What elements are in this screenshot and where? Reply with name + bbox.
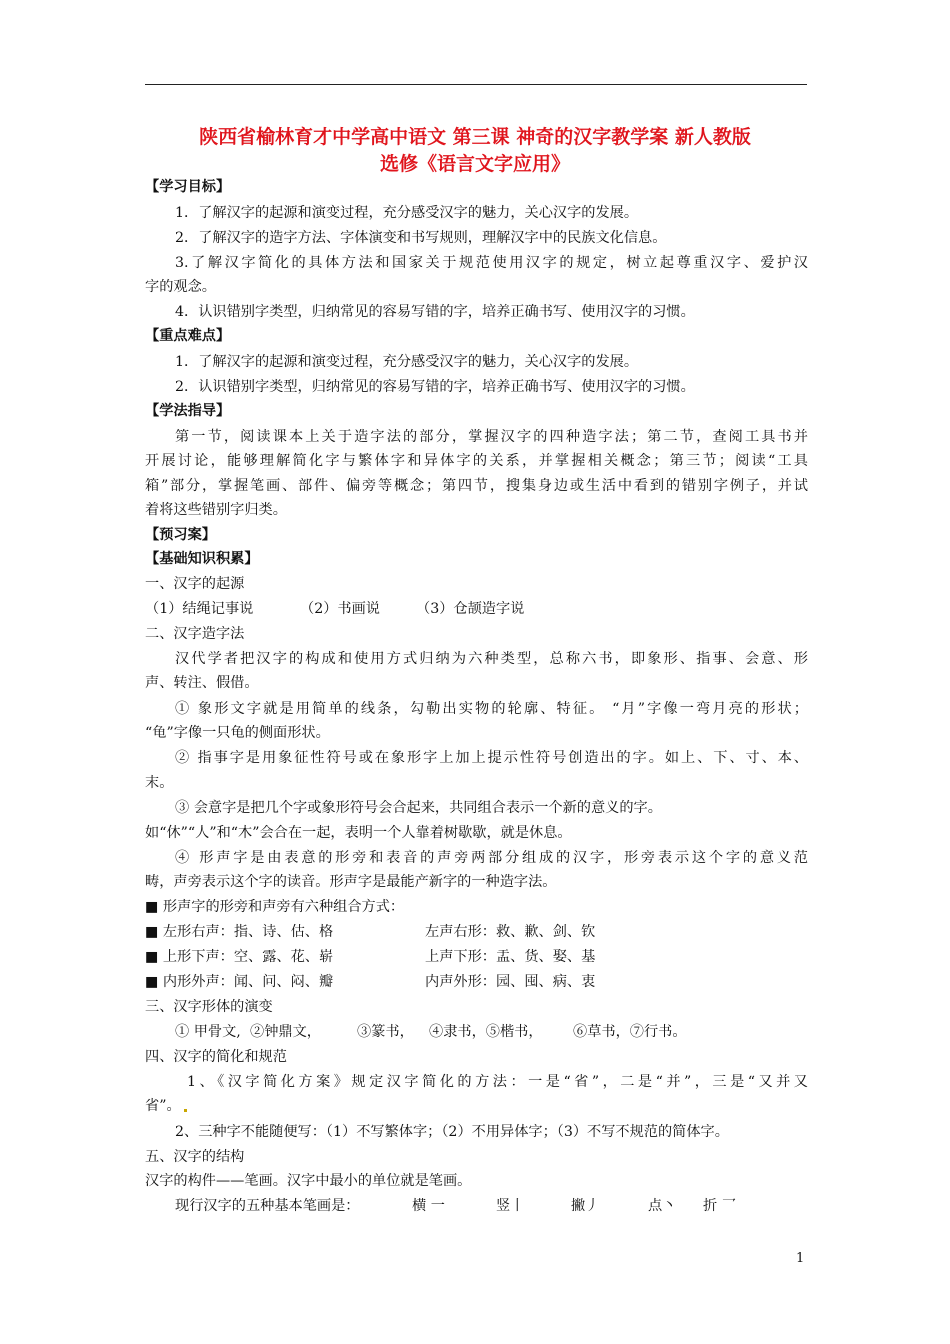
combo-right: 内声外形：园、囤、病、衷 — [425, 974, 596, 990]
combo-right: 上声下形：盂、货、娶、基 — [425, 949, 596, 965]
combo-row — [145, 973, 596, 991]
stroke-heng: 横 一 — [412, 1198, 445, 1214]
key-heading: 【重点难点】 — [145, 328, 231, 344]
phonetic-text: 畴，声旁表示这个字的读音。形声字是最能产新字的一种造字法。 — [145, 874, 557, 890]
strokes-intro: 现行汉字的五种基本笔画是： — [175, 1198, 360, 1214]
method-line: 第一节，阅读课本上关于造字法的部分，掌握汉字的四种造字法；第二节，查阅工具书并 — [175, 429, 808, 445]
page-number: 1 — [796, 1251, 805, 1266]
method-heading: 【学法指导】 — [145, 403, 231, 419]
simplify-rule: 1、《汉字简化方案》规定汉字简化的方法：一是“省”，二是“并”，三是“又并又 — [187, 1074, 808, 1090]
method-line: 箱”部分，掌握笔画、部件、偏旁等概念；第四节，搜集身边或生活中看到的错别字例子，并试 — [145, 478, 808, 494]
combo-heading: ■ 形声字的形旁和声旁有六种组合方式： — [145, 899, 405, 915]
evolve-item: ②钟鼎文， — [250, 1024, 321, 1040]
key-item: 2．认识错别字类型，归纳常见的容易写错的字，培养正确书写、使用汉字的习惯。 — [175, 379, 695, 395]
make-intro: 声、转注、假借。 — [145, 675, 259, 691]
combo-row — [145, 948, 596, 966]
goals-heading: 【学习目标】 — [145, 179, 231, 195]
evolve-item: ⑥草书，⑦行书。 — [573, 1024, 687, 1040]
structure-heading: 五、汉字的结构 — [145, 1149, 245, 1165]
method-line: 着将这些错别字归类。 — [145, 502, 287, 518]
make-heading: 二、汉字造字法 — [145, 626, 245, 642]
preview-heading: 【预习案】 — [145, 527, 216, 543]
goal-item-continued: 字的观念。 — [145, 279, 216, 295]
method-line: 开展讨论，能够理解简化字与繁体字和异体字的关系，并掌握相关概念；第三节；阅读“工具 — [145, 453, 808, 469]
combo-left: ■ 内形外声：闻、问、闷、瓣 — [145, 974, 334, 990]
ideogram-text: ③ 会意字是把几个字或象形符号会合起来，共同组合表示一个新的意义的字。 — [175, 800, 662, 816]
strokes-row — [175, 1197, 736, 1215]
basics-heading: 【基础知识积累】 — [145, 551, 259, 567]
document-title-line-1: 陕西省榆林育才中学高中语文 第三课 神奇的汉字教学案 新人教版 — [199, 126, 751, 148]
pictograph-text: ① 象形文字就是用简单的线条，勾勒出实物的轮廓、特征。 “月”字像一弯月亮的形状； — [175, 701, 808, 717]
make-intro: 汉代学者把汉字的构成和使用方式归纳为六种类型，总称六书，即象形、指事、会意、形 — [175, 651, 808, 667]
evolve-item: ④隶书，⑤楷书， — [429, 1024, 543, 1040]
origin-item: （1）结绳记事说 — [145, 601, 254, 617]
goal-item: 3.了解汉字简化的具体方法和国家关于规范使用汉字的规定，树立起尊重汉字、爱护汉 — [175, 255, 808, 271]
document-title-line-2: 选修《语言文字应用》 — [379, 153, 570, 175]
simplify-rule-2: 2、三种字不能随便写：（1）不写繁体字；（2）不用异体字；（3）不写不规范的简体字。 — [175, 1124, 729, 1140]
mark-dot — [184, 1109, 187, 1112]
goal-item: 4．认识错别字类型，归纳常见的容易写错的字，培养正确书写、使用汉字的习惯。 — [175, 304, 695, 320]
combo-left: ■ 左形右声：指、诗、估、格 — [145, 924, 334, 940]
stroke-dian: 点丶 — [648, 1198, 677, 1214]
origin-heading: 一、汉字的起源 — [145, 576, 245, 592]
evolve-heading: 三、汉字形体的演变 — [145, 999, 273, 1015]
combo-right: 左声右形：救、歉、剑、钦 — [425, 924, 596, 940]
phonetic-text: ④ 形声字是由表意的形旁和表音的声旁两部分组成的汉字，形旁表示这个字的意义范 — [175, 850, 808, 866]
stroke-zhe: 折 乛 — [703, 1198, 736, 1214]
header-rule — [145, 84, 807, 85]
evolve-item: ① 甲骨文, — [175, 1024, 241, 1040]
combo-row — [145, 923, 596, 941]
ideogram-text: 如“休”“人”和“木”会合在一起，表明一个人靠着树歇歇，就是休息。 — [145, 825, 572, 841]
goal-item: 1．了解汉字的起源和演变过程，充分感受汉字的魅力，关心汉字的发展。 — [175, 205, 639, 221]
indicative-text: 末。 — [145, 775, 174, 791]
pictograph-text: “龟”字像一只龟的侧面形状。 — [145, 725, 330, 741]
structure-line: 汉字的构件——笔画。汉字中最小的单位就是笔画。 — [145, 1173, 472, 1189]
stroke-shu: 竖丨 — [496, 1198, 525, 1214]
combo-left: ■ 上形下声：空、露、花、崭 — [145, 949, 334, 965]
origin-item: （2）书画说 — [300, 601, 380, 617]
key-item: 1．了解汉字的起源和演变过程，充分感受汉字的魅力，关心汉字的发展。 — [175, 354, 639, 370]
evolve-item: ③篆书， — [357, 1024, 414, 1040]
simplify-heading: 四、汉字的简化和规范 — [145, 1049, 287, 1065]
indicative-text: ② 指事字是用象征性符号或在象形字上加上提示性符号创造出的字。如上、下、寸、本、 — [175, 750, 808, 766]
evolve-items — [175, 1023, 687, 1041]
stroke-pie: 撇丿 — [571, 1198, 600, 1214]
simplify-rule-continued: 省”。 — [145, 1097, 187, 1115]
goal-item: 2．了解汉字的造字方法、字体演变和书写规则，理解汉字中的民族文化信息。 — [175, 230, 667, 246]
origin-items — [145, 600, 525, 618]
origin-item: （3）仓颉造字说 — [416, 601, 525, 617]
